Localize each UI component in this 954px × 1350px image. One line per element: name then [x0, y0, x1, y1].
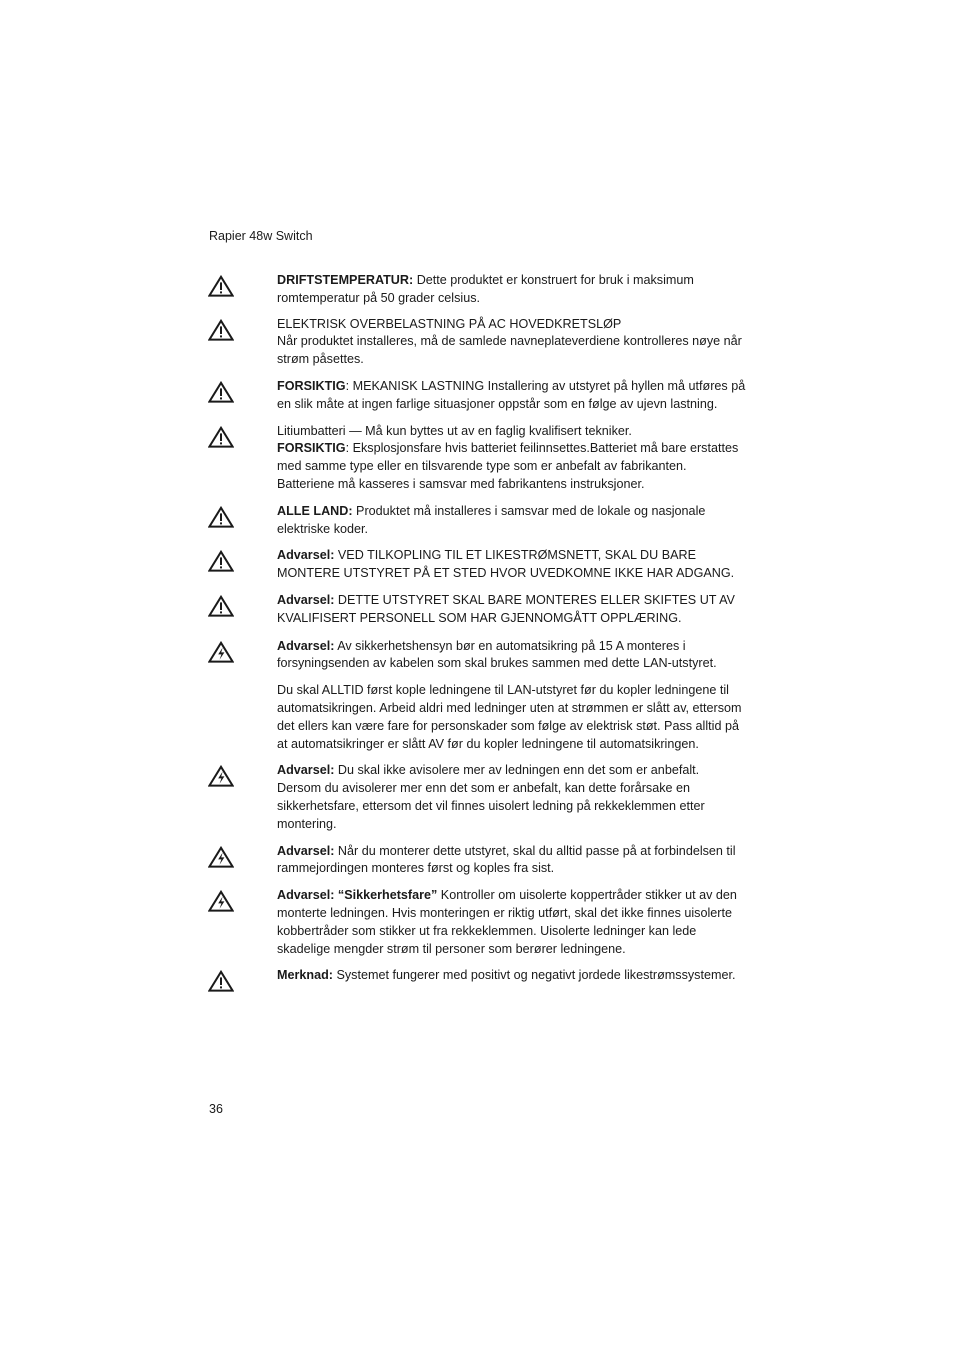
electrical-hazard-icon: [206, 843, 277, 861]
warning-triangle-icon: [206, 967, 277, 985]
warning-triangle-icon: [206, 316, 277, 334]
warning-triangle-icon: [206, 272, 277, 290]
warning-entry-lithium-battery: [206, 423, 746, 494]
warning-text: Systemet fungerer med positivt og negativt jordede likestrømssystemer.: [332, 968, 736, 983]
warning-lead: DRIFTSTEMPERATUR:: [277, 273, 414, 287]
warning-list: [206, 272, 746, 985]
warning-entry-safety-hazard: [206, 887, 746, 958]
warning-lead: Advarsel: “Sikkerhetsfare”: [277, 888, 438, 903]
warning-text: Dette produktet er konstruert for bruk i maksimum romtemperatur på 50 grader celsius.: [277, 273, 694, 305]
warning-entry-wiring-instructions: [206, 682, 746, 753]
warning-entry-mechanical-loading: [206, 378, 746, 414]
warning-triangle-icon: [206, 503, 277, 521]
warning-triangle-icon: [206, 423, 277, 441]
warning-text: Når produktet installeres, må de samlede navneplateverdiene kontrolleres nøye når strøm påsettes.: [277, 334, 742, 367]
warning-paragraph: [277, 967, 746, 985]
warning-entry-stripping: [206, 762, 746, 833]
warning-lead: Advarsel:: [277, 763, 335, 778]
warning-triangle-icon: [206, 592, 277, 610]
warning-lead: FORSIKTIG: [277, 441, 346, 456]
electrical-hazard-icon: [206, 638, 277, 656]
warning-entry-all-countries: [206, 503, 746, 539]
warning-paragraph: [277, 887, 746, 958]
running-header: Rapier 48w Switch: [209, 229, 313, 243]
page-number: 36: [209, 1102, 223, 1116]
warning-paragraph: [277, 503, 746, 539]
warning-text: DETTE UTSTYRET SKAL BARE MONTERES ELLER SKIFTES UT AV KVALIFISERT PERSONELL SOM HAR GJENNOMGÅTT OPPLÆRING.: [277, 592, 735, 625]
warning-entry-circuit-breaker: [206, 638, 746, 674]
warning-entry-electrical-overload: [206, 316, 746, 369]
warning-paragraph: [277, 843, 746, 879]
warning-paragraph: [277, 547, 746, 583]
warning-heading: ELEKTRISK OVERBELASTNING PÅ AC HOVEDKRETSLØP: [277, 316, 622, 331]
warning-text: Du skal ALLTID først kople ledningene til LAN-utstyret før du kopler ledningene til automatsikringen. Arbeid aldri med ledninger uten at strømmen er slått av, ettersom det ellers kan være fare for personskader som følge av elektrisk støt. Pass alltid på at automatsikringer er slått AV før du kopler ledningene til automatsikringen.: [277, 683, 742, 751]
warning-entry-note: [206, 967, 746, 985]
warning-lead: Merknad:: [277, 968, 333, 983]
electrical-hazard-icon: [206, 762, 277, 780]
warning-lead: Advarsel:: [277, 548, 335, 563]
warning-entry-frame-ground: [206, 843, 746, 879]
warning-entry-operating-temperature: [206, 272, 746, 308]
warning-text: Produktet må installeres i samsvar med de lokale og nasjonale elektriske koder.: [277, 503, 706, 536]
warning-paragraph: [277, 638, 746, 674]
warning-heading: Litiumbatteri — Må kun byttes ut av en faglig kvalifisert tekniker.: [277, 423, 632, 438]
warning-paragraph: [277, 272, 746, 308]
warning-text: Du skal ikke avisolere mer av ledningen enn det som er anbefalt. Dersom du avisolerer mer enn det som er anbefalt, kan dette forårsake en sikkerhetsfare, ettersom det vil finnes uisolert ledning på rekkeklemmen etter montering.: [277, 763, 705, 831]
warning-lead: ALLE LAND:: [277, 503, 353, 518]
warning-text: Av sikkerhetshensyn bør en automatsikring på 15 A monteres i forsyningsenden av kabelen som skal brukes sammen med dette LAN-utstyret.: [277, 638, 717, 671]
warning-text: : MEKANISK LASTNING Installering av utstyret på hyllen må utføres på en slik måte at ingen farlige situasjoner oppstår som en følge av ujevn lastning.: [277, 378, 746, 411]
warning-text: Når du monterer dette utstyret, skal du alltid passe på at forbindelsen til rammejordingen monteres først og koples fra sist.: [277, 843, 736, 876]
warning-triangle-icon: [206, 547, 277, 565]
warning-text: Kontroller om uisolerte koppertråder stikker ut av den monterte ledningen. Hvis monteringen er riktig utført, skal det ikke finnes uisolerte kobbertråder som stikker ut fra rekkeklemmen. Uisolerte ledninger kan lede skadelige mengder strøm til personer som berører ledningene.: [277, 888, 737, 956]
warning-lead: Advarsel:: [277, 638, 335, 653]
warning-lead: FORSIKTIG: [277, 378, 346, 393]
warning-paragraph: [277, 592, 746, 628]
warning-entry-dc-connection: [206, 547, 746, 583]
warning-paragraph: [277, 378, 746, 414]
warning-paragraph: [277, 762, 746, 833]
warning-triangle-icon: [206, 378, 277, 396]
electrical-hazard-icon: [206, 887, 277, 905]
warning-paragraph: [277, 440, 746, 493]
warning-lead: Advarsel:: [277, 843, 335, 858]
warning-text: : Eksplosjonsfare hvis batteriet feilinnsettes.Batteriet må bare erstattes med samme type eller en tilsvarende type som er anbefalt av fabrikanten. Batteriene må kasseres i samsvar med fabrikantens instruksjoner.: [277, 441, 739, 491]
warning-entry-qualified-personnel: [206, 592, 746, 628]
warning-lead: Advarsel:: [277, 592, 335, 607]
warning-text: VED TILKOPLING TIL ET LIKESTRØMSNETT, SKAL DU BARE MONTERE UTSTYRET PÅ ET STED HVOR UVEDKOMNE IKKE HAR ADGANG.: [277, 548, 735, 581]
